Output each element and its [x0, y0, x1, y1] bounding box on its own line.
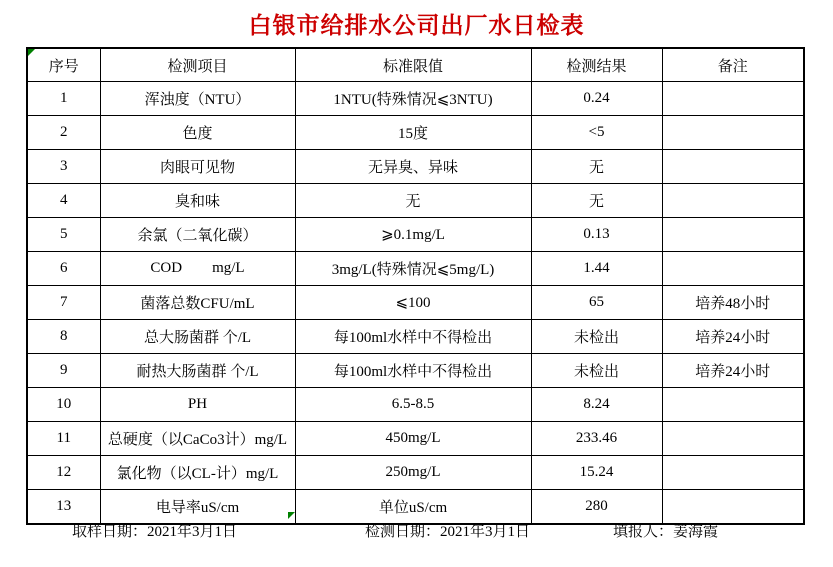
- cell-item[interactable]: 浑浊度（NTU）: [100, 82, 295, 116]
- cell-item[interactable]: 臭和味: [100, 184, 295, 218]
- cell-remark[interactable]: [662, 252, 804, 286]
- table-row: [27, 286, 804, 320]
- cell-limit[interactable]: 250mg/L: [295, 456, 531, 490]
- table-row: [27, 252, 804, 286]
- cell-limit[interactable]: 每100ml水样中不得检出: [295, 320, 531, 354]
- table-row: [27, 82, 804, 116]
- table-row: [27, 116, 804, 150]
- page-title: 白银市给排水公司出厂水日检表: [248, 13, 585, 38]
- cell-index[interactable]: 11: [27, 422, 100, 456]
- table-row: [27, 150, 804, 184]
- inspection-table: [26, 47, 805, 525]
- cell-result[interactable]: 0.24: [531, 82, 662, 116]
- header-index[interactable]: 序号: [27, 48, 100, 82]
- cell-index[interactable]: 13: [27, 490, 100, 525]
- cell-result[interactable]: 15.24: [531, 456, 662, 490]
- cell-remark[interactable]: 培养24小时: [662, 320, 804, 354]
- cell-remark[interactable]: [662, 82, 804, 116]
- cell-item[interactable]: 肉眼可见物: [100, 150, 295, 184]
- cell-index[interactable]: 1: [27, 82, 100, 116]
- sampling-date-label: 取样日期：2021年3月1日: [72, 524, 238, 540]
- cell-index[interactable]: 8: [27, 320, 100, 354]
- cell-limit[interactable]: 450mg/L: [295, 422, 531, 456]
- cell-item[interactable]: 色度: [100, 116, 295, 150]
- cell-result[interactable]: 0.13: [531, 218, 662, 252]
- cell-item[interactable]: PH: [100, 388, 295, 422]
- cell-remark[interactable]: [662, 422, 804, 456]
- cell-result[interactable]: 未检出: [531, 320, 662, 354]
- table-row: [27, 320, 804, 354]
- cell-limit[interactable]: 1NTU(特殊情况⩽3NTU): [295, 82, 531, 116]
- cell-remark[interactable]: 培养24小时: [662, 354, 804, 388]
- cell-remark[interactable]: [662, 218, 804, 252]
- cell-result[interactable]: 280: [531, 490, 662, 525]
- cell-result[interactable]: 65: [531, 286, 662, 320]
- cell-result[interactable]: 无: [531, 184, 662, 218]
- cell-remark[interactable]: [662, 116, 804, 150]
- cell-remark[interactable]: [662, 490, 804, 525]
- excel-error-marker-icon: [288, 512, 295, 519]
- cell-index[interactable]: 10: [27, 388, 100, 422]
- table-row: [27, 354, 804, 388]
- cell-index[interactable]: 7: [27, 286, 100, 320]
- reporter-label: 填报人：姜海霞: [613, 524, 719, 540]
- cell-item[interactable]: 菌落总数CFU/mL: [100, 286, 295, 320]
- cell-limit[interactable]: ⩽100: [295, 286, 531, 320]
- table-row: [27, 218, 804, 252]
- cell-limit[interactable]: 3mg/L(特殊情况⩽5mg/L): [295, 252, 531, 286]
- cell-index[interactable]: 12: [27, 456, 100, 490]
- cell-item[interactable]: 电导率uS/cm: [100, 490, 295, 525]
- header-remark[interactable]: 备注: [662, 48, 804, 82]
- cell-remark[interactable]: [662, 456, 804, 490]
- cell-limit[interactable]: 15度: [295, 116, 531, 150]
- cell-item[interactable]: 耐热大肠菌群 个/L: [100, 354, 295, 388]
- table-row: [27, 456, 804, 490]
- footer: [0, 520, 833, 542]
- cell-item[interactable]: 余氯（二氧化碳）: [100, 218, 295, 252]
- cell-remark[interactable]: [662, 150, 804, 184]
- cell-index[interactable]: 3: [27, 150, 100, 184]
- cell-result[interactable]: 1.44: [531, 252, 662, 286]
- cell-index[interactable]: 2: [27, 116, 100, 150]
- header-limit[interactable]: 标准限值: [295, 48, 531, 82]
- cell-limit[interactable]: ⩾0.1mg/L: [295, 218, 531, 252]
- header-item[interactable]: 检测项目: [100, 48, 295, 82]
- cell-result[interactable]: 233.46: [531, 422, 662, 456]
- cell-limit[interactable]: 每100ml水样中不得检出: [295, 354, 531, 388]
- cell-limit[interactable]: 6.5-8.5: [295, 388, 531, 422]
- inspection-table-body: [27, 82, 804, 525]
- table-row: [27, 422, 804, 456]
- test-date-label: 检测日期：2021年3月1日: [365, 524, 531, 540]
- cell-item[interactable]: 氯化物（以CL-计）mg/L: [100, 456, 295, 490]
- table-row: [27, 388, 804, 422]
- cell-remark[interactable]: [662, 388, 804, 422]
- cell-result[interactable]: 8.24: [531, 388, 662, 422]
- cell-item[interactable]: 总大肠菌群 个/L: [100, 320, 295, 354]
- cell-item[interactable]: COD mg/L: [100, 252, 295, 286]
- header-result[interactable]: 检测结果: [531, 48, 662, 82]
- cell-result[interactable]: <5: [531, 116, 662, 150]
- cell-index[interactable]: 4: [27, 184, 100, 218]
- cell-limit[interactable]: 无: [295, 184, 531, 218]
- cell-index[interactable]: 5: [27, 218, 100, 252]
- cell-index[interactable]: 9: [27, 354, 100, 388]
- cell-index[interactable]: 6: [27, 252, 100, 286]
- cell-remark[interactable]: [662, 184, 804, 218]
- table-row: [27, 184, 804, 218]
- cell-result[interactable]: 无: [531, 150, 662, 184]
- cell-remark[interactable]: 培养48小时: [662, 286, 804, 320]
- table-row: [27, 490, 804, 525]
- cell-limit[interactable]: 无异臭、异味: [295, 150, 531, 184]
- excel-error-marker-icon: [28, 49, 35, 56]
- cell-item[interactable]: 总硬度（以CaCo3计）mg/L: [100, 422, 295, 456]
- header-row: [27, 48, 804, 82]
- cell-limit[interactable]: 单位uS/cm: [295, 490, 531, 525]
- cell-result[interactable]: 未检出: [531, 354, 662, 388]
